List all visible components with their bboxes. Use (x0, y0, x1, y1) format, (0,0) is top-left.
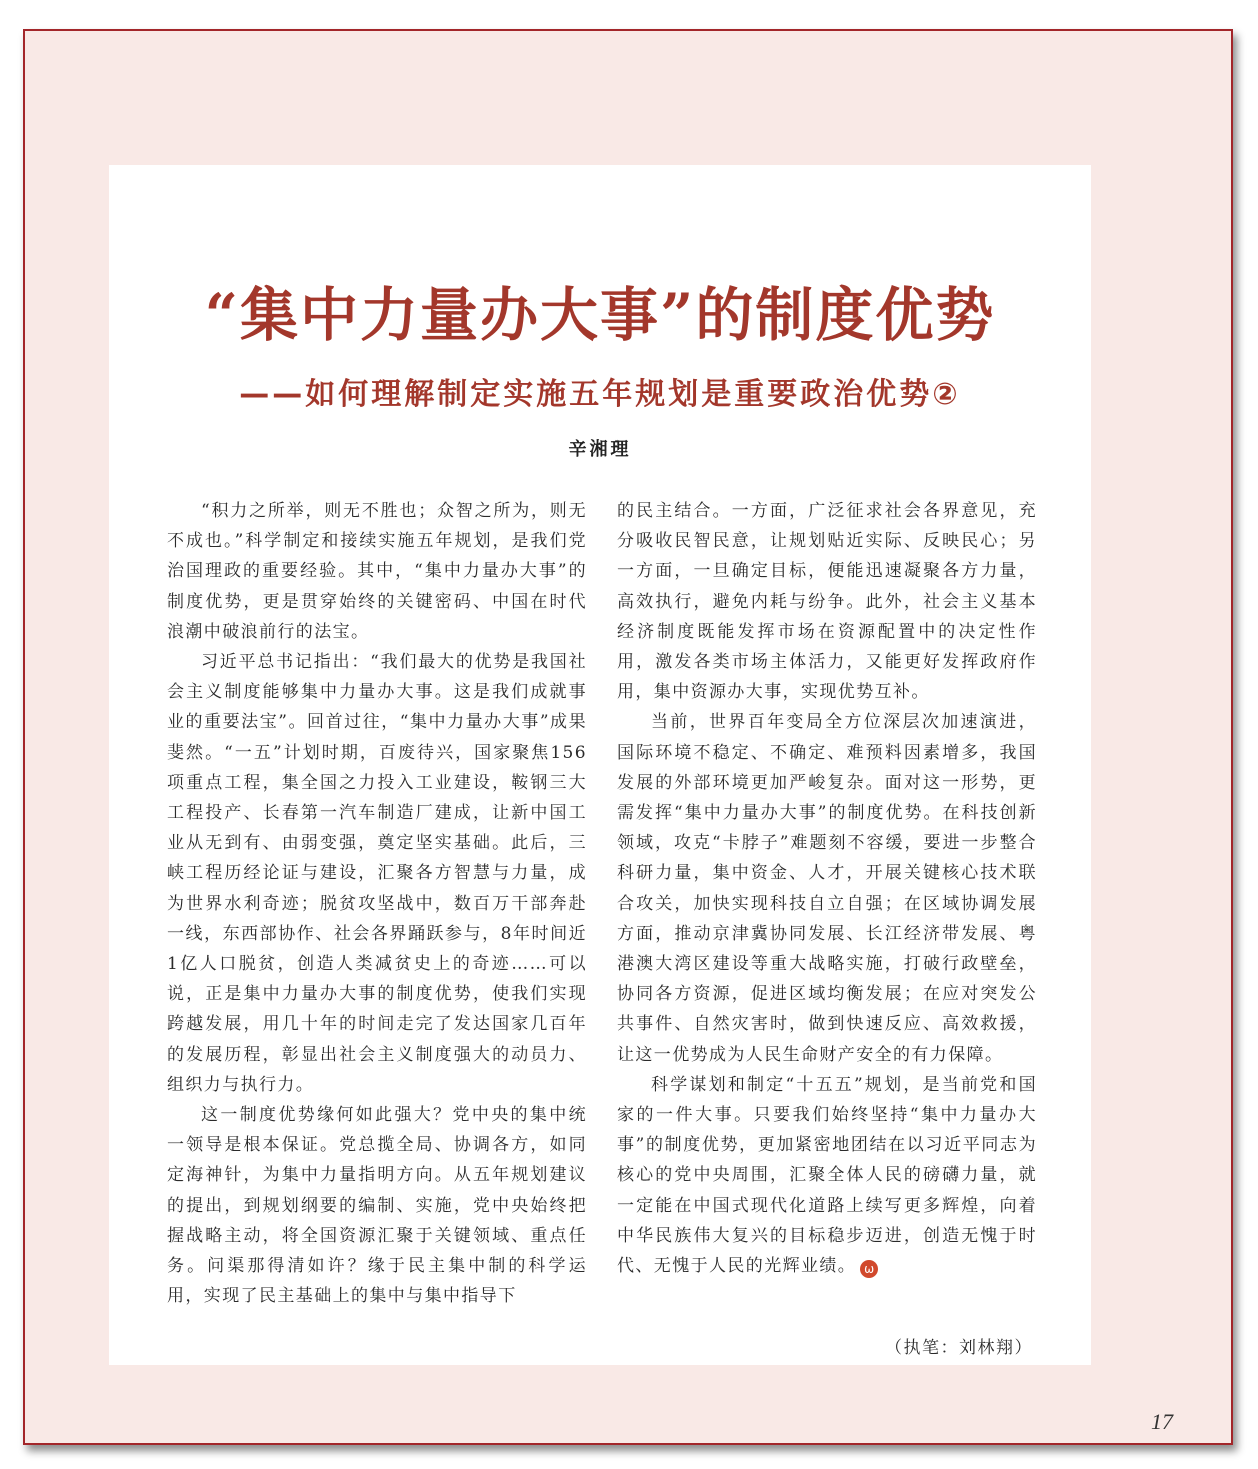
body-paragraph: “积力之所举，则无不胜也；众智之所为，则无不成也。”科学制定和接续实施五年规划，是我们党治国理政的重要经验。其中，“集中力量办大事”的制度优势，更是贯穿始终的关键密码、中国在时代浪潮中破浪前行的法宝。 (167, 501, 587, 642)
page-number: 17 (1151, 1409, 1173, 1434)
writer-byline: （执笔：刘林翔） (885, 1338, 1033, 1358)
article-sheet (109, 165, 1091, 1365)
article-title: “集中力量办大事”的制度优势 (204, 281, 996, 349)
end-of-article-icon: ω (860, 1260, 878, 1278)
left-column (167, 496, 587, 1311)
body-paragraph-continued: 的民主结合。一方面，广泛征求社会各界意见，充分吸收民智民意，让规划贴近实际、反映民心；另一方面，一旦确定目标，便能迅速凝聚各方力量，高效执行，避免内耗与纷争。此外，社会主义基本经济制度既能发挥市场在资源配置中的决定性作用，激发各类市场主体活力，又能更好发挥政府作用，集中资源办大事，实现优势互补。 (617, 501, 1037, 703)
body-paragraph-final (617, 1070, 1037, 1281)
article-author: 辛湘理 (568, 439, 632, 460)
right-column (617, 496, 1037, 1281)
body-paragraph: 当前，世界百年变局全方位深层次加速演进，国际环境不稳定、不确定、难预料因素增多，我国发展的外部环境更加严峻复杂。面对这一形势，更需发挥“集中力量办大事”的制度优势。在科技创新领域，攻克“卡脖子”难题刻不容缓，要进一步整合科研力量，集中资金、人才，开展关键核心技术联合攻关，加快实现科技自立自强；在区域协调发展方面，推动京津冀协同发展、长江经济带发展、粤港澳大湾区建设等重大战略实施，打破行政壁垒，协同各方资源，促进区域均衡发展；在应对突发公共事件、自然灾害时，做到快速反应、高效救援，让这一优势成为人民生命财产安全的有力保障。 (617, 712, 1037, 1065)
page-frame (23, 29, 1233, 1445)
final-paragraph-text: 科学谋划和制定“十五五”规划，是当前党和国家的一件大事。只要我们始终坚持“集中力量办大事”的制度优势，更加紧密地团结在以习近平同志为核心的党中央周围，汇聚全体人民的磅礴力量，就一定能在中国式现代化道路上续写更多辉煌，向着中华民族伟大复兴的目标稳步迈进，创造无愧于时代、无愧于人民的光辉业绩。 (617, 1074, 1037, 1277)
body-paragraph: 习近平总书记指出：“我们最大的优势是我国社会主义制度能够集中力量办大事。这是我们成就事业的重要法宝”。回首过往，“集中力量办大事”成果斐然。“一五”计划时期，百废待兴，国家聚焦156项重点工程，集全国之力投入工业建设，鞍钢三大工程投产、长春第一汽车制造厂建成，让新中国工业从无到有、由弱变强，奠定坚实基础。此后，三峡工程历经论证与建设，汇聚各方智慧与力量，成为世界水利奇迹；脱贫攻坚战中，数百万干部奔赴一线，东西部协作、社会各界踊跃参与，8年时间近1亿人口脱贫，创造人类减贫史上的奇迹……可以说，正是集中力量办大事的制度优势，使我们实现跨越发展，用几十年的时间走完了发达国家几百年的发展历程，彰显出社会主义制度强大的动员力、组织力与执行力。 (167, 652, 587, 1095)
article-subtitle: ——如何理解制定实施五年规划是重要政治优势② (239, 377, 961, 412)
body-paragraph: 这一制度优势缘何如此强大？党中央的集中统一领导是根本保证。党总揽全局、协调各方，如同定海神针，为集中力量指明方向。从五年规划建议的提出，到规划纲要的编制、实施，党中央始终把握战略主动，将全国资源汇聚于关键领域、重点任务。问渠那得清如许？缘于民主集中制的科学运用，实现了民主基础上的集中与集中指导下 (167, 1105, 587, 1307)
